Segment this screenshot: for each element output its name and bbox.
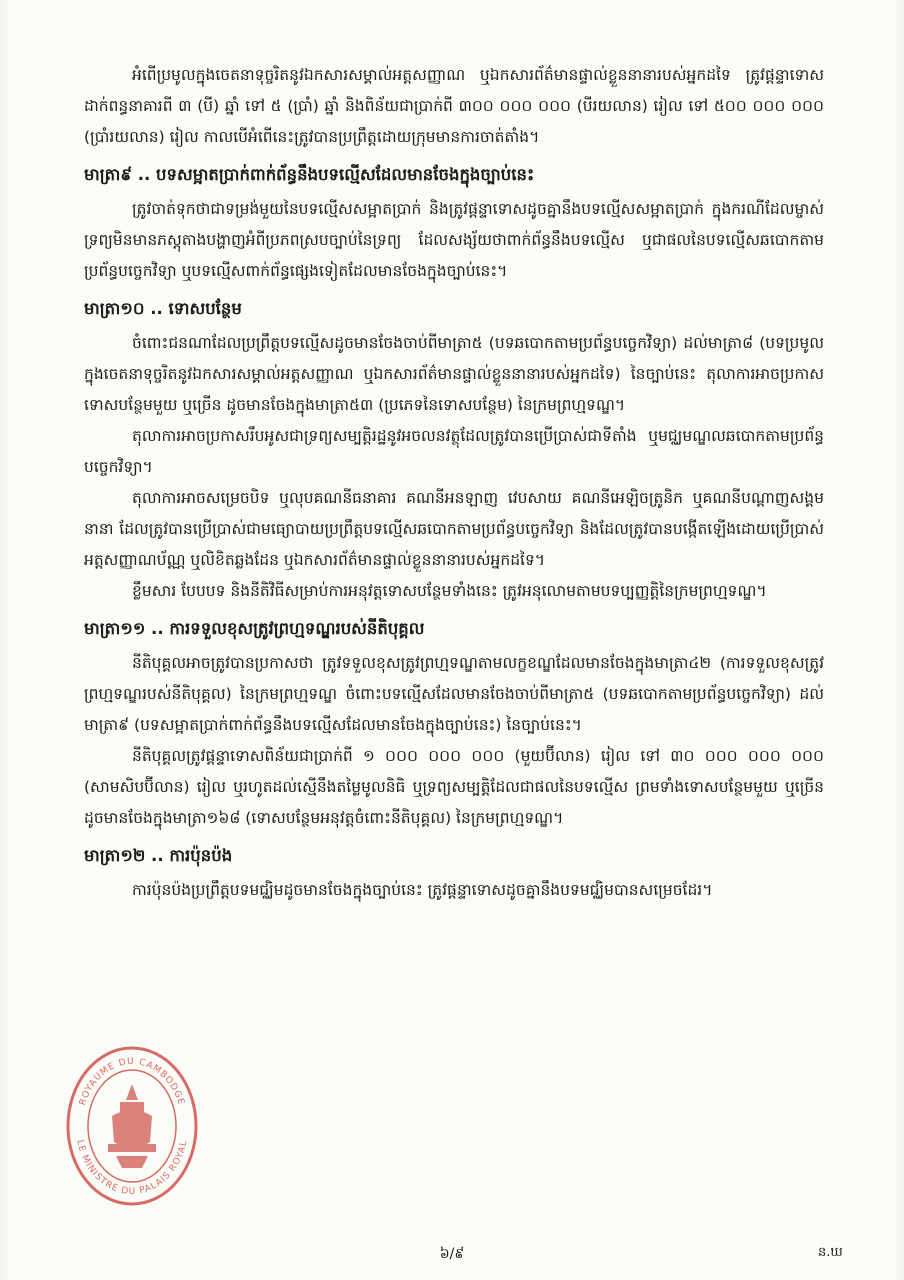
document-body — [84, 60, 824, 906]
article-9-heading: មាត្រា៩ .. បទសម្អាតប្រាក់ពាក់ព័ន្ធនឹងបទល្មើសដែលមានចែងក្នុងច្បាប់នេះ — [84, 165, 535, 184]
handwritten-initials: ន.ឃ — [818, 1245, 843, 1260]
article-10-heading: មាត្រា១០ .. ទោសបន្ថែម — [84, 299, 242, 318]
article-11-paragraph-1: នីតិបុគ្គលអាចត្រូវបានប្រកាសថា ត្រូវទទួលខុសត្រូវព្រហ្មទណ្ឌតាមលក្ខខណ្ឌដែលមានចែងក្នុងមាត្រា៤២ (ការទទួលខុសត្រូវព្រហ្មទណ្ឌរបស់នីតិបុគ្គល) នៃក្រមព្រហ្មទណ្ឌ ចំពោះបទល្មើសដែលមានចែងចាប់ពីមាត្រា៥ (បទឆបោកតាមប្រព័ន្ធបច្ចេកវិទ្យា) ដល់មាត្រា៩ (បទសម្អាតប្រាក់ពាក់ព័ន្ធនឹងបទល្មើសដែលមានចែងក្នុងច្បាប់នេះ) នៃច្បាប់នេះ។ — [84, 654, 824, 734]
page-number: ៦/៩ — [439, 1246, 465, 1262]
article-10-paragraph-3: តុលាការអាចសម្រេចបិទ ឬលុបគណនីធនាគារ គណនីអនឡាញ វេបសាយ គណនីអេឡិចត្រូនិក ឬគណនីបណ្តាញសង្គមនានា ដែលត្រូវបានប្រើប្រាស់ជាមធ្យោបាយប្រព្រឹត្តបទល្មើសឆបោកតាមប្រព័ន្ធបច្ចេកវិទ្យា និងដែលត្រូវបានបង្កើតឡើងដោយប្រើប្រាស់អត្តសញ្ញាណប័ណ្ណ ឬលិខិតឆ្លងដែន ឬឯកសារព័ត៌មានផ្ទាល់ខ្លួននានារបស់អ្នកដទៃ។ — [84, 489, 824, 569]
svg-text:ROYAUME DU CAMBODGE: ROYAUME DU CAMBODGE — [78, 1056, 186, 1107]
svg-text:LE MINISTRE DU PALAIS ROYAL: LE MINISTRE DU PALAIS ROYAL — [74, 1139, 190, 1198]
article-9-paragraph: ត្រូវចាត់ទុកថាជាទម្រង់មួយនៃបទល្មើសសម្អាតប្រាក់ និងត្រូវផ្តន្ទាទោសដូចគ្នានឹងបទល្មើសសម្អាតប្រាក់ ក្នុងករណីដែលម្ចាស់ទ្រព្យមិនមានភស្តុតាងបង្ហាញអំពីប្រភពស្របច្បាប់នៃទ្រព្យ ដែលសង្ស័យថាពាក់ព័ន្ធនឹងបទល្មើស ឬជាផលនៃបទល្មើសឆបោកតាមប្រព័ន្ធបច្ចេកវិទ្យា ឬបទល្មើសពាក់ព័ន្ធផ្សេងទៀតដែលមានចែងក្នុងច្បាប់នេះ។ — [84, 200, 824, 280]
article-12-heading: មាត្រា១២ .. ការប៉ុនប៉ង — [84, 846, 233, 865]
article-10-paragraph-2: តុលាការអាចប្រកាសរឹបអូសជាទ្រព្យសម្បត្តិរដ្ឋនូវអចលនវត្ថុដែលត្រូវបានប្រើប្រាស់ជាទីតាំង ឬមជ្ឈមណ្ឌលឆបោកតាមប្រព័ន្ធបច្ចេកវិទ្យា។ — [84, 427, 824, 476]
article-11-paragraph-2: នីតិបុគ្គលត្រូវផ្តន្ទាទោសពិន័យជាប្រាក់ពី ១ ០០០ ០០០ ០០០ (មួយប៊ីលាន) រៀល ទៅ ៣០ ០០០ ០០០ ០០០ (សាមសិបប៊ីលាន) រៀល ឬរហូតដល់ស្មើនឹងតម្លៃមូលនិធិ ឬទ្រព្យសម្បត្តិដែលជាផលនៃបទល្មើស ព្រមទាំងទោសបន្ថែមមួយ ឬច្រើន ដូចមានចែងក្នុងមាត្រា១៦៨ (ទោសបន្ថែមអនុវត្តចំពោះនីតិបុគ្គល) នៃក្រមព្រហ្មទណ្ឌ។ — [84, 747, 824, 827]
article-10-paragraph-4: ខ្លឹមសារ បែបបទ និងនីតិវិធីសម្រាប់ការអនុវត្តទោសបន្ថែមទាំងនេះ ត្រូវអនុលោមតាមបទប្បញ្ញត្តិនៃក្រមព្រហ្មទណ្ឌ។ — [132, 582, 767, 600]
royal-palace-seal-stamp — [64, 1044, 200, 1208]
article-12-paragraph: ការប៉ុនប៉ងប្រព្រឹត្តបទមជ្ឈិមដូចមានចែងក្នុងច្បាប់នេះ ត្រូវផ្តន្ទាទោសដូចគ្នានឹងបទមជ្ឈិមបានសម្រេចដែរ។ — [132, 881, 713, 899]
article-11-heading: មាត្រា១១ .. ការទទួលខុសត្រូវព្រហ្មទណ្ឌរបស់នីតិបុគ្គល — [84, 619, 425, 638]
paragraph-intro: អំពើប្រមូលក្នុងចេតនាទុច្ចរិតនូវឯកសារសម្គាល់អត្តសញ្ញាណ ឬឯកសារព័ត៌មានផ្ទាល់ខ្លួននានារបស់អ្នកដទៃ ត្រូវផ្តន្ទាទោសដាក់ពន្ធនាគារពី ៣ (បី) ឆ្នាំ ទៅ ៥ (ប្រាំ) ឆ្នាំ និងពិន័យជាប្រាក់ពី ៣០០ ០០០ ០០០ (បីរយលាន) រៀល ទៅ ៥០០ ០០០ ០០០ (ប្រាំរយលាន) រៀល កាលបើអំពើនេះត្រូវបានប្រព្រឹត្តដោយក្រុមមានការចាត់តាំង។ — [84, 66, 824, 146]
article-10-paragraph-1: ចំពោះជនណាដែលប្រព្រឹត្តបទល្មើសដូចមានចែងចាប់ពីមាត្រា៥ (បទឆបោកតាមប្រព័ន្ធបច្ចេកវិទ្យា) ដល់មាត្រា៨ (បទប្រមូលក្នុងចេតនាទុច្ចរិតនូវឯកសារសម្គាល់អត្តសញ្ញាណ ឬឯកសារព័ត៌មានផ្ទាល់ខ្លួននានារបស់អ្នកដទៃ) នៃច្បាប់នេះ តុលាការអាចប្រកាសទោសបន្ថែមមួយ ឬច្រើន ដូចមានចែងក្នុងមាត្រា៥៣ (ប្រភេទនៃទោសបន្ថែម) នៃក្រមព្រហ្មទណ្ឌ។ — [84, 334, 824, 414]
